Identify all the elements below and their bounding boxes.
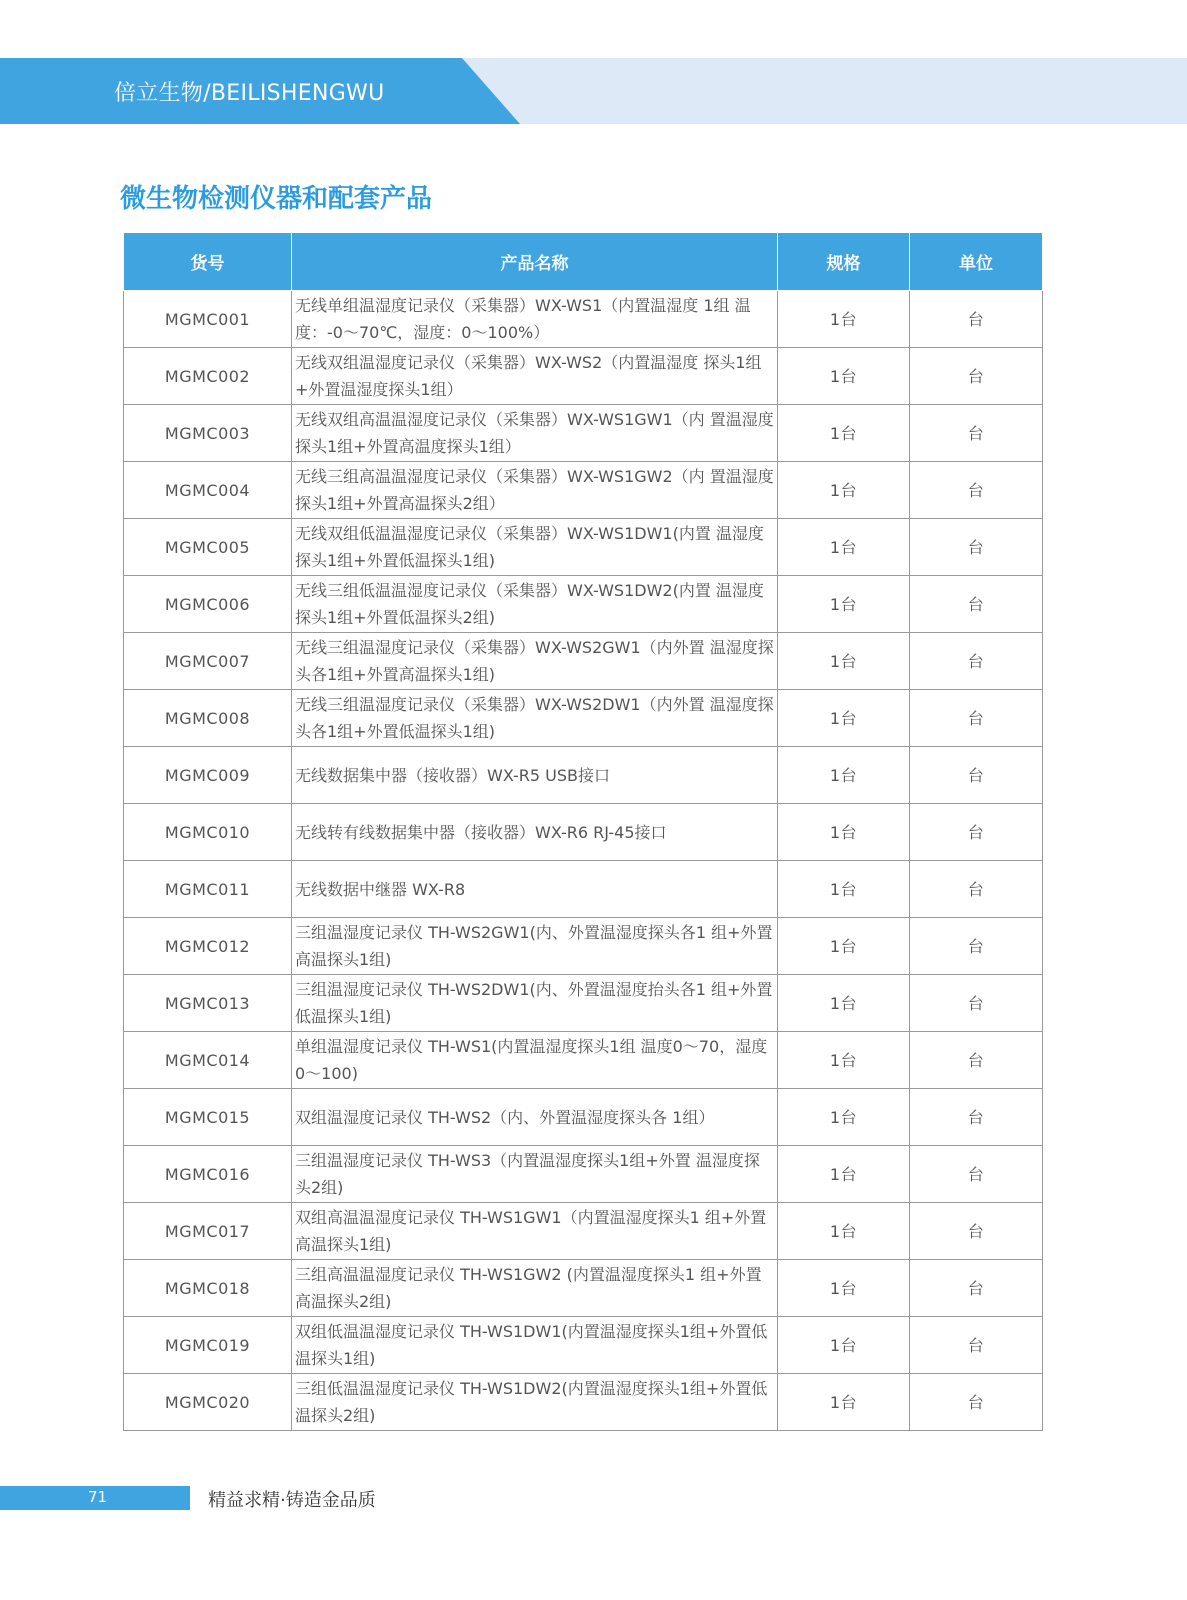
cell-code: MGMC002 xyxy=(124,348,292,405)
cell-spec: 1台 xyxy=(778,405,910,462)
table-row xyxy=(124,1146,1043,1203)
cell-code: MGMC001 xyxy=(124,291,292,348)
cell-code: MGMC011 xyxy=(124,861,292,918)
cell-spec: 1台 xyxy=(778,804,910,861)
cell-product-name: 三组低温温湿度记录仪 TH-WS1DW2(内置温湿度探头1组+外置低温探头2组) xyxy=(292,1374,778,1431)
cell-code: MGMC014 xyxy=(124,1032,292,1089)
table-row xyxy=(124,1203,1043,1260)
column-header-spec: 规格 xyxy=(778,233,910,291)
table-row xyxy=(124,1317,1043,1374)
cell-code: MGMC012 xyxy=(124,918,292,975)
cell-code: MGMC009 xyxy=(124,747,292,804)
cell-spec: 1台 xyxy=(778,633,910,690)
cell-unit: 台 xyxy=(910,576,1043,633)
cell-code: MGMC017 xyxy=(124,1203,292,1260)
cell-unit: 台 xyxy=(910,1317,1043,1374)
cell-unit: 台 xyxy=(910,804,1043,861)
page-number: 71 xyxy=(88,1488,108,1506)
table-row xyxy=(124,918,1043,975)
product-table-container xyxy=(123,232,1042,1431)
table-row xyxy=(124,1260,1043,1317)
cell-unit: 台 xyxy=(910,1089,1043,1146)
cell-spec: 1台 xyxy=(778,1089,910,1146)
table-row xyxy=(124,405,1043,462)
table-row xyxy=(124,348,1043,405)
cell-spec: 1台 xyxy=(778,861,910,918)
cell-spec: 1台 xyxy=(778,291,910,348)
table-row xyxy=(124,861,1043,918)
cell-code: MGMC020 xyxy=(124,1374,292,1431)
cell-code: MGMC007 xyxy=(124,633,292,690)
table-row xyxy=(124,576,1043,633)
cell-product-name: 无线单组温湿度记录仪（采集器）WX-WS1（内置温湿度 1组 温度：-0～70℃，湿度：0～100%） xyxy=(292,291,778,348)
cell-spec: 1台 xyxy=(778,462,910,519)
cell-spec: 1台 xyxy=(778,519,910,576)
table-row xyxy=(124,975,1043,1032)
cell-spec: 1台 xyxy=(778,1146,910,1203)
cell-unit: 台 xyxy=(910,690,1043,747)
cell-unit: 台 xyxy=(910,1032,1043,1089)
cell-spec: 1台 xyxy=(778,576,910,633)
cell-unit: 台 xyxy=(910,1374,1043,1431)
cell-code: MGMC018 xyxy=(124,1260,292,1317)
cell-code: MGMC006 xyxy=(124,576,292,633)
table-row xyxy=(124,1374,1043,1431)
table-row xyxy=(124,1089,1043,1146)
cell-unit: 台 xyxy=(910,861,1043,918)
cell-code: MGMC008 xyxy=(124,690,292,747)
table-row xyxy=(124,747,1043,804)
cell-code: MGMC013 xyxy=(124,975,292,1032)
product-table xyxy=(123,232,1043,1431)
table-row xyxy=(124,519,1043,576)
cell-product-name: 三组温湿度记录仪 TH-WS2GW1(内、外置温湿度探头各1 组+外置高温探头1组) xyxy=(292,918,778,975)
cell-unit: 台 xyxy=(910,405,1043,462)
table-row xyxy=(124,690,1043,747)
cell-product-name: 双组温湿度记录仪 TH-WS2（内、外置温湿度探头各 1组） xyxy=(292,1089,778,1146)
table-row xyxy=(124,633,1043,690)
table-row xyxy=(124,1032,1043,1089)
cell-product-name: 单组温湿度记录仪 TH-WS1(内置温湿度探头1组 温度0～70，湿度0～100) xyxy=(292,1032,778,1089)
column-header-code: 货号 xyxy=(124,233,292,291)
cell-product-name: 三组温湿度记录仪 TH-WS2DW1(内、外置温湿度抬头各1 组+外置低温探头1组) xyxy=(292,975,778,1032)
cell-unit: 台 xyxy=(910,918,1043,975)
cell-unit: 台 xyxy=(910,348,1043,405)
cell-unit: 台 xyxy=(910,1146,1043,1203)
brand-name: 倍立生物/BEILISHENGWU xyxy=(114,81,385,106)
cell-spec: 1台 xyxy=(778,690,910,747)
page-title: 微生物检测仪器和配套产品 xyxy=(120,184,433,214)
cell-unit: 台 xyxy=(910,462,1043,519)
cell-unit: 台 xyxy=(910,747,1043,804)
column-header-name: 产品名称 xyxy=(292,233,778,291)
table-row xyxy=(124,804,1043,861)
cell-unit: 台 xyxy=(910,519,1043,576)
cell-code: MGMC005 xyxy=(124,519,292,576)
cell-spec: 1台 xyxy=(778,975,910,1032)
cell-product-name: 三组温湿度记录仪 TH-WS3（内置温湿度探头1组+外置 温湿度探头2组) xyxy=(292,1146,778,1203)
cell-spec: 1台 xyxy=(778,1317,910,1374)
cell-code: MGMC019 xyxy=(124,1317,292,1374)
cell-product-name: 无线双组低温温湿度记录仪（采集器）WX-WS1DW1(内置 温湿度探头1组+外置低温探头1组) xyxy=(292,519,778,576)
cell-product-name: 无线数据集中器（接收器）WX-R5 USB接口 xyxy=(292,747,778,804)
table-row xyxy=(124,291,1043,348)
cell-product-name: 双组高温温湿度记录仪 TH-WS1GW1（内置温湿度探头1 组+外置高温探头1组) xyxy=(292,1203,778,1260)
cell-product-name: 无线三组低温温湿度记录仪（采集器）WX-WS1DW2(内置 温湿度探头1组+外置低温探头2组) xyxy=(292,576,778,633)
table-header-row xyxy=(124,233,1043,291)
column-header-unit: 单位 xyxy=(910,233,1043,291)
cell-product-name: 双组低温温湿度记录仪 TH-WS1DW1(内置温湿度探头1组+外置低温探头1组) xyxy=(292,1317,778,1374)
cell-spec: 1台 xyxy=(778,1260,910,1317)
cell-unit: 台 xyxy=(910,291,1043,348)
cell-code: MGMC010 xyxy=(124,804,292,861)
cell-spec: 1台 xyxy=(778,1203,910,1260)
cell-product-name: 无线转有线数据集中器（接收器）WX-R6 RJ-45接口 xyxy=(292,804,778,861)
cell-spec: 1台 xyxy=(778,747,910,804)
footer-slogan: 精益求精·铸造金品质 xyxy=(208,1490,376,1511)
cell-unit: 台 xyxy=(910,633,1043,690)
cell-product-name: 无线三组高温温湿度记录仪（采集器）WX-WS1GW2（内 置温湿度探头1组+外置高温探头2组） xyxy=(292,462,778,519)
cell-spec: 1台 xyxy=(778,1374,910,1431)
cell-spec: 1台 xyxy=(778,1032,910,1089)
cell-code: MGMC003 xyxy=(124,405,292,462)
cell-code: MGMC016 xyxy=(124,1146,292,1203)
cell-unit: 台 xyxy=(910,1260,1043,1317)
cell-product-name: 无线三组温湿度记录仪（采集器）WX-WS2GW1（内外置 温湿度探头各1组+外置高温探头1组) xyxy=(292,633,778,690)
cell-spec: 1台 xyxy=(778,348,910,405)
cell-code: MGMC004 xyxy=(124,462,292,519)
table-row xyxy=(124,462,1043,519)
cell-spec: 1台 xyxy=(778,918,910,975)
cell-product-name: 无线双组高温温湿度记录仪（采集器）WX-WS1GW1（内 置温湿度探头1组+外置高温度探头1组） xyxy=(292,405,778,462)
cell-unit: 台 xyxy=(910,1203,1043,1260)
cell-unit: 台 xyxy=(910,975,1043,1032)
cell-product-name: 三组高温温湿度记录仪 TH-WS1GW2 (内置温湿度探头1 组+外置高温探头2组) xyxy=(292,1260,778,1317)
cell-code: MGMC015 xyxy=(124,1089,292,1146)
cell-product-name: 无线双组温湿度记录仪（采集器）WX-WS2（内置温湿度 探头1组+外置温湿度探头1组） xyxy=(292,348,778,405)
cell-product-name: 无线数据中继器 WX-R8 xyxy=(292,861,778,918)
table-body xyxy=(124,291,1043,1431)
cell-product-name: 无线三组温湿度记录仪（采集器）WX-WS2DW1（内外置 温湿度探头各1组+外置低温探头1组) xyxy=(292,690,778,747)
